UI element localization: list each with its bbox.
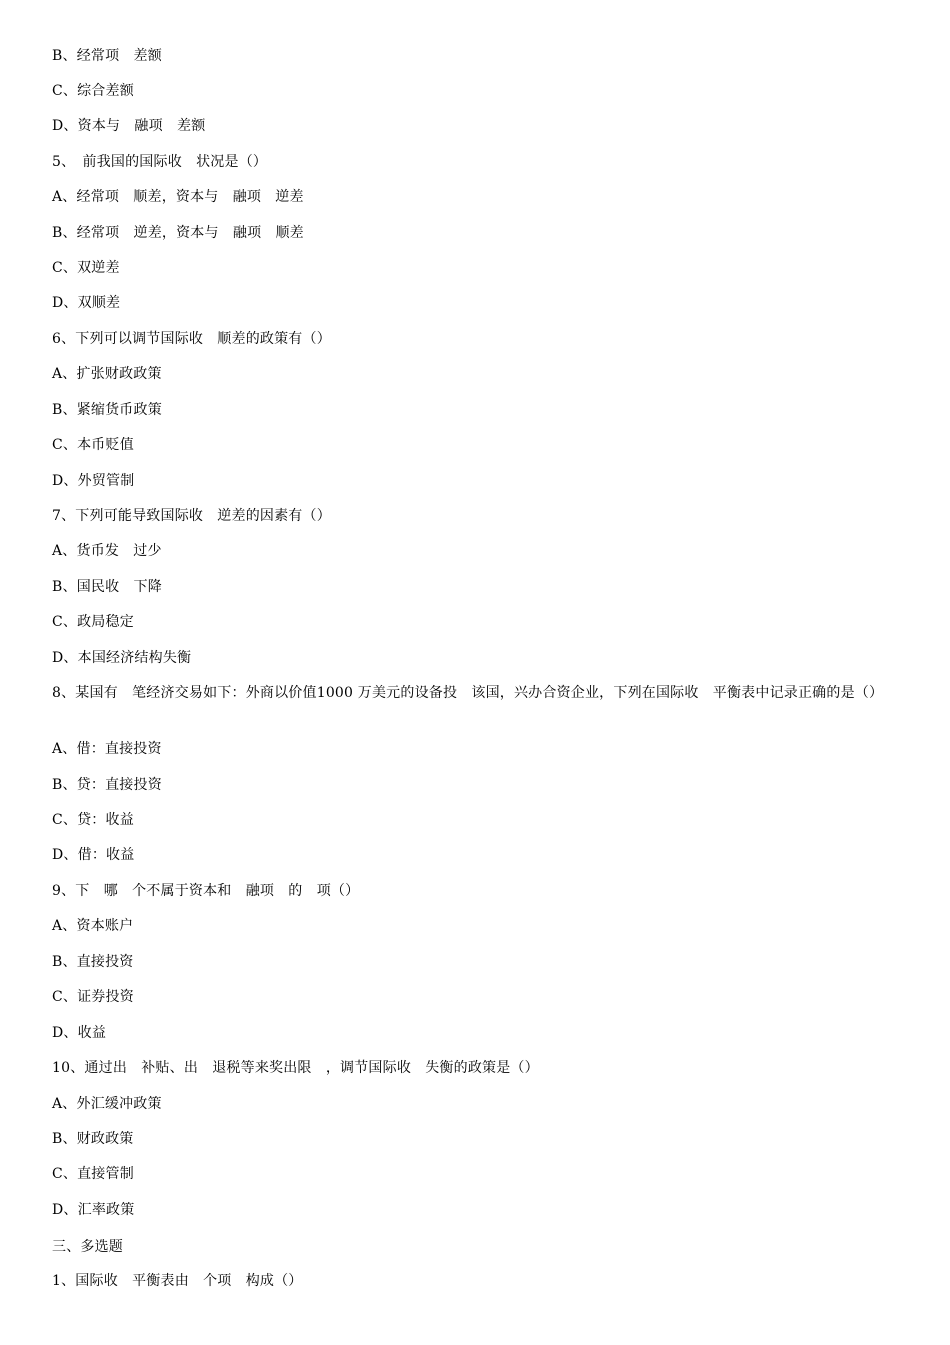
question-9: 9、下 哪 个不属于资本和 融项 的 项（） [52,883,360,899]
option-b-q5: B、经常项 逆差，资本与 融项 顺差 [52,225,304,241]
option-a-q7: A、货币发 过少 [52,543,162,559]
option-c-q8: C、贷：收益 [52,812,134,828]
option-d-q5: D、双顺差 [52,295,121,311]
option-b-q4: B、经常项 差额 [52,48,162,64]
section-heading-multiple-choice: 三、多选题 [52,1239,123,1255]
question-7: 7、下列可能导致国际收 逆差的因素有（） [52,508,331,524]
option-b-q7: B、国民收 下降 [52,579,162,595]
option-a-q8: A、借：直接投资 [52,741,162,757]
question-10: 10、通过出 补贴、出 退税等来奖出限 ，调节国际收 失衡的政策是（） [52,1060,539,1076]
option-d-q6: D、外贸管制 [52,473,135,489]
option-c-q5: C、双逆差 [52,260,120,276]
option-c-q10: C、直接管制 [52,1166,134,1182]
option-a-q9: A、资本账户 [52,918,134,934]
option-c-q4: C、综合差额 [52,83,134,99]
option-c-q9: C、证券投资 [52,989,134,1005]
option-a-q5: A、经常项 顺差，资本与 融项 逆差 [52,189,304,205]
option-b-q6: B、紧缩货币政策 [52,402,162,418]
option-a-q6: A、扩张财政政策 [52,366,162,382]
option-d-q9: D、收益 [52,1025,107,1041]
option-a-q10: A、外汇缓冲政策 [52,1096,162,1112]
option-b-q10: B、财政政策 [52,1131,134,1147]
multi-question-1: 1、国际收 平衡表由 个项 构成（） [52,1273,303,1289]
option-d-q4: D、资本与 融项 差额 [52,118,206,134]
question-5: 5、 前我国的国际收 状况是（） [52,154,268,170]
option-d-q7: D、本国经济结构失衡 [52,650,192,666]
option-b-q9: B、直接投资 [52,954,134,970]
option-b-q8: B、贷：直接投资 [52,777,162,793]
option-d-q8: D、借：收益 [52,847,135,863]
question-6: 6、下列可以调节国际收 顺差的政策有（） [52,331,331,347]
question-8: 8、某国有 笔经济交易如下：外商以价值1000 万美元的设备投 该国，兴办合资企业，下列在国际收 平衡表中记录正确的是（） [52,685,884,701]
option-c-q7: C、政局稳定 [52,614,134,630]
option-c-q6: C、本币贬值 [52,437,134,453]
option-d-q10: D、汇率政策 [52,1202,135,1218]
